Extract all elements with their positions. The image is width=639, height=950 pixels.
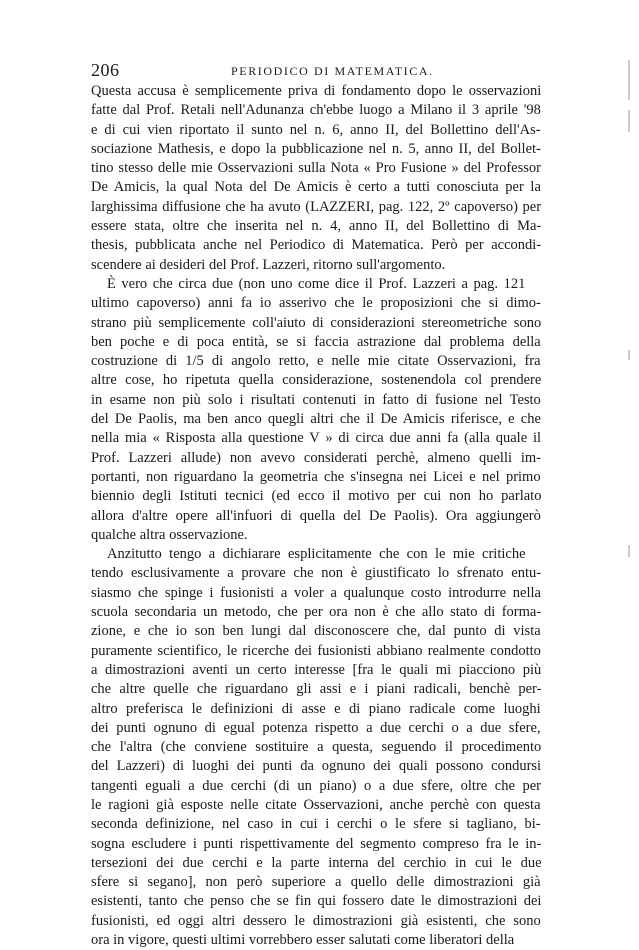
text-line: biennio degli Istituti tecnici (ed ecco il motivo per cui non ho parlato	[91, 488, 542, 505]
text-line: sogna escludere i punti rispettivamente del segmento compreso fra le in-	[91, 835, 542, 852]
text-line: fatte dal Prof. Retali nell'Adunanza ch'ebbe luogo a Milano il 3 aprile '98	[91, 102, 541, 119]
body-text	[91, 82, 541, 950]
text-line: Questa accusa è semplicemente priva di fondamento dopo le osservazioni	[91, 83, 542, 99]
text-line: fusionisti, ed oggi altri dessero le dimostrazioni già esistenti, che sono	[91, 912, 541, 929]
text-line: tersezioni dei due cerchi e la parte interna del cerchio in cui le due	[91, 854, 542, 871]
running-title: PERIODICO DI MATEMATICA.	[231, 64, 434, 78]
text-line: in esame non più solo i risultati contenuti in fatto di fusione nel Testo	[91, 391, 541, 408]
text-line: esistenti, tanto che penso che se fin qui fossero date le dimostrazioni dei	[91, 893, 542, 910]
text-line: scendere ai desideri del Prof. Lazzeri, ritorno sull'argomento.	[91, 256, 446, 273]
text-line: allora d'altre opere all'infuori di quella del De Paolis). Ora aggiungerò	[91, 507, 541, 524]
text-line: essere stata, oltre che inserita nel n. 4, anno II, del Bollettino di Ma-	[91, 218, 542, 235]
text-line: a dimostrazioni aventi un certo interesse [fra le quali mi piacciono più	[91, 661, 542, 678]
running-header	[91, 60, 541, 84]
text-line: sociazione Mathesis, e dopo la pubblicazione nel n. 5, anno II, del Bollet-	[91, 140, 541, 157]
text-line: del Lazzeri) di luoghi dei punti da ognuno dei quali possono condursi	[91, 758, 542, 775]
page-number: 206	[91, 60, 120, 80]
text-line: Prof. Lazzeri allude) non avevo considerati perchè, almeno quelli im-	[91, 449, 541, 466]
text-line: scuola secondaria un metodo, che per ora non è che allo stato di forma-	[91, 604, 542, 621]
text-line: ben poche e di poca entità, se si faccia astrazione dal problema della	[91, 333, 541, 350]
text-line: altro preferisca le definizioni di asse e di piano radicale come luoghi	[91, 700, 541, 717]
text-line: e di cui vien riportato il sunto nel n. 6, anno II, del Bollettino dell'As-	[91, 121, 541, 138]
text-line: puramente scientifico, le ricerche dei fusionisti abbiano realmente condotto	[91, 642, 541, 659]
scan-edge-mark	[628, 60, 630, 100]
scan-edge-mark	[628, 350, 630, 360]
text-line: strano più semplicemente coll'aiuto di considerazioni stereometriche sono	[91, 314, 542, 331]
text-line: tino stesso delle mie Osservazioni sulla Nota « Pro Fusione » del Professor	[91, 160, 541, 177]
text-line: siasmo che spinge i fusionisti a voler a qualunque costo introdurre nella	[91, 584, 541, 601]
text-line: qualche altra osservazione.	[91, 526, 248, 543]
text-line: costruzione di 1/5 di angolo retto, e nelle mie citate Osservazioni, fra	[91, 353, 541, 370]
text-line: le ragioni già esposte nelle citate Osservazioni, anche perchè con questa	[91, 796, 541, 813]
text-line: dei punti ognuno di egual potenza rispetto a due cerchi o a due sfere,	[91, 719, 541, 736]
text-line: thesis, pubblicata anche nel Periodico di Matematica. Però per accondi-	[91, 237, 542, 254]
text-line: Anzitutto tengo a dichiarare esplicitamente che con le mie critiche	[107, 546, 526, 563]
text-line: nella mia « Risposta alla questione V » di circa due anni fa (alla quale il	[91, 430, 542, 447]
text-line: ultimo capoverso) anni fa io asserivo che le proposizioni che si dimo-	[91, 295, 541, 312]
scan-edge-mark	[628, 110, 630, 132]
text-line: portanti, non riguardano la geometria che s'insegna nei Licei e nel primo	[91, 468, 541, 485]
text-line: tendo esclusivamente a provare che non è giustificato lo sfrenato entu-	[91, 565, 542, 582]
text-line: che altre quelle che riguardano gli assi e i piani radicali, benchè per-	[91, 681, 542, 698]
text-line: altre cose, ho ripetuta quella considerazione, sostenendola col prendere	[91, 372, 542, 389]
text-line: del De Paolis, ma ben anco quegli altri che il De Amicis riferisce, e che	[91, 411, 541, 428]
text-line: sfere si segano], non però superiore a quello delle dimostrazioni già	[91, 874, 541, 891]
scan-edge-mark	[628, 545, 630, 557]
text-line: tangenti eguali a due cerchi (di un piano) o a due sfere, oltre che per	[91, 777, 541, 794]
text-line: È vero che circa due (non uno come dice il Prof. Lazzeri a pag. 121	[107, 275, 526, 292]
text-line: ora in vigore, questi ultimi vorrebbero esser salutati come liberatori della	[91, 932, 515, 949]
text-line: zione, e che io son ben lungi dal disconoscere che, dal punto di vista	[91, 623, 541, 640]
text-line: larghissima diffusione che ha avuto (LAZZERI, pag. 122, 2º capoverso) per	[91, 198, 542, 215]
text-line: seconda definizione, nel caso in cui i cerchi o le sfere si tagliano, bi-	[91, 816, 541, 833]
text-line: De Amicis, la qual Nota del De Amicis è certo a tutti conosciuta per la	[91, 179, 541, 196]
text-line: che l'altra (che conviene sostituire a questa, seguendo il procedimento	[91, 739, 542, 756]
